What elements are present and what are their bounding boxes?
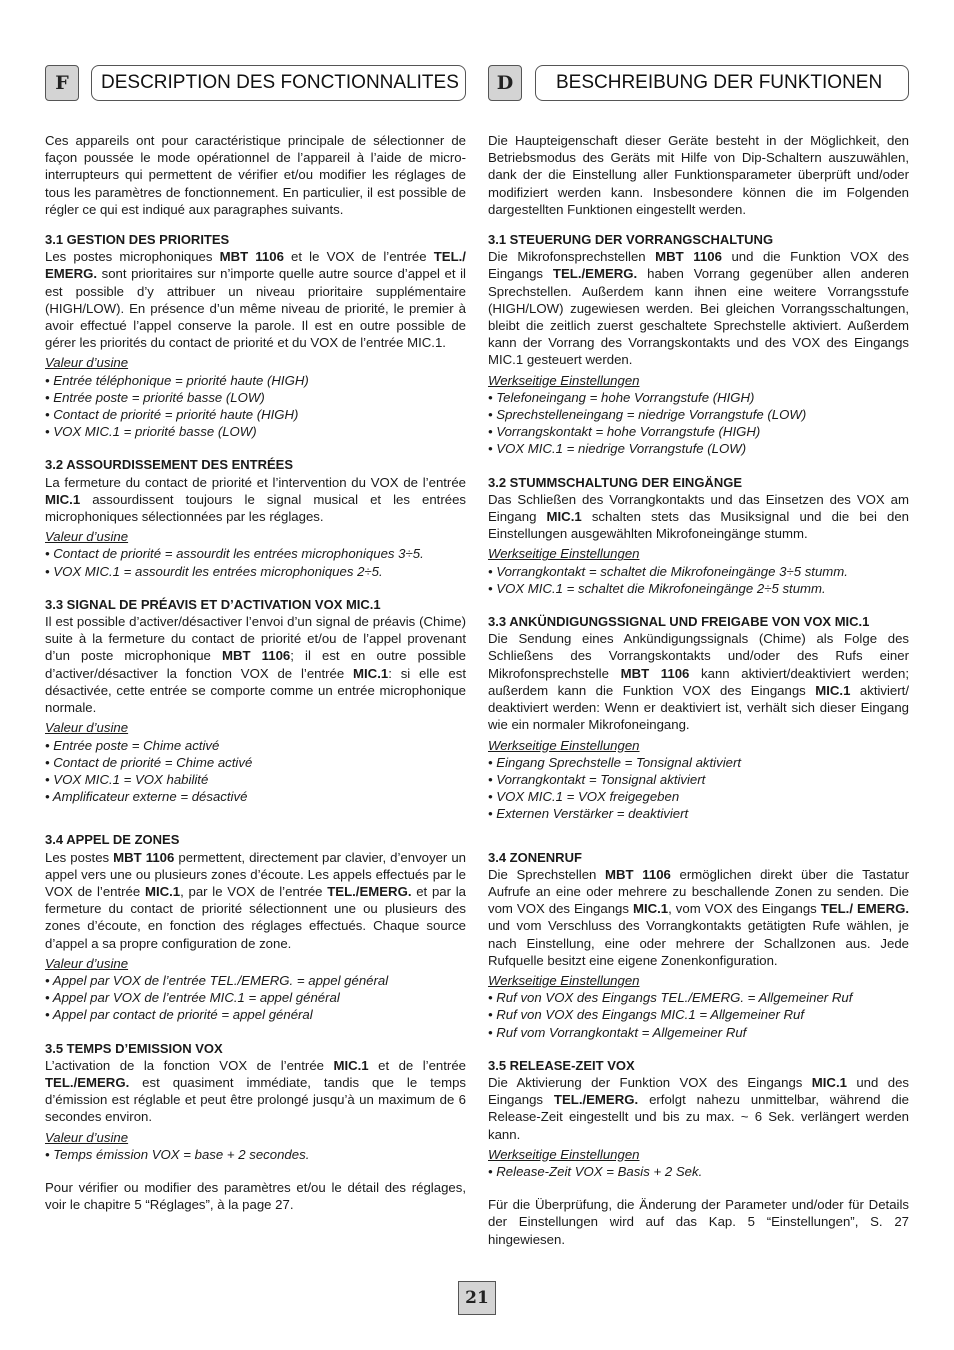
- settings-list: [488, 389, 909, 458]
- factory-settings-label: Valeur d’usine: [45, 529, 129, 545]
- list-item: • Contact de priorité = Chime activé: [45, 754, 253, 770]
- section-title: 3.4 ZONENRUF: [488, 849, 582, 865]
- settings-list: [488, 989, 909, 1041]
- section-3-4: [488, 849, 909, 1041]
- section-body: Les postes MBT 1106 permettent, directement par clavier, d’envoyer un appel vers une ou plusieurs zones d’écoute. Les appels effectués par le VOX de l’entrée MIC.1, par le VOX de l’entrée TEL./EMERG. et par la fermeture du contact de priorité sélectionnent une ou plusieurs des zones d’écoute, en fonction des réglages effectués. Chaque source d’appel a sa propre configuration de zone.: [45, 849, 467, 951]
- settings-list: [488, 754, 909, 823]
- intro-paragraph: Die Haupteigenschaft dieser Geräte besteht in der Möglichkeit, den Betriebsmodus des Geräts mit Hilfe von Dip-Schaltern auszuwählen, dank der die Einstellung aller Funktionsparameter überprüft und/oder modifiziert werden kann. Insbesondere können die im Folgenden dargestellten Funktionen eingestellt werden.: [488, 133, 909, 217]
- list-item: • Appel par VOX de l’entrée TEL./EMERG. = appel général: [45, 972, 389, 988]
- list-item: • Vorrangkontakt = schaltet die Mikrofoneingänge 3÷5 stumm.: [488, 563, 848, 579]
- section-3-2: [488, 474, 909, 597]
- settings-list: [45, 545, 466, 579]
- list-item: • VOX MIC.1 = VOX habilité: [45, 771, 209, 787]
- section-body: Die Sprechstellen MBT 1106 ermöglichen direkt über die Tastatur Aufrufe an eine oder mehrere zu beschallende Zonen zu senden. Die vom VOX des Eingangs MIC.1, vom VOX des Eingangs TEL./ EMERG. und vom Verschluss des Vorrangkontakts getätigten Rufe wählen, je nach Einstellung, eine oder mehrere der Schallzonen aus. Jede Rufquelle besitzt eine eigene Zonenkonfiguration.: [488, 866, 910, 968]
- section-3-3: [45, 596, 466, 805]
- section-title: 3.5 RELEASE-ZEIT VOX: [488, 1057, 635, 1073]
- section-body: Il est possible d’activer/désactiver l’envoi d’un signal de préavis (Chime) suite à la fermeture du contact de priorité et/ou de l’appel provenant d’un poste microphonique MBT 1106; il est en outre possible d’activer/désactiver la fonction VOX de l’entrée MIC.1: si elle est désactivée, cette entrée se comporte comme un entrée microphonique normale.: [45, 614, 466, 716]
- factory-settings-label: Valeur d’usine: [45, 355, 129, 371]
- section-body: L’activation de la fonction VOX de l’entrée MIC.1 et de l’entrée TEL./EMERG. est quasiment immédiate, tandis que le temps d’émission est réglable et peut être prolongé jusqu’à un maximum de 6 secondes environ.: [45, 1057, 466, 1125]
- list-item: • VOX MIC.1 = priorité basse (LOW): [45, 424, 257, 440]
- section-body: Die Aktivierung der Funktion VOX des Eingangs MIC.1 und des Eingangs TEL./EMERG. erfolgt nahezu unmittelbar, während die Release-Zeit eingestellt und bis zu max. ~ 6 Sek. verlängert werden kann.: [488, 1074, 910, 1142]
- list-item: • Entrée poste = priorité basse (LOW): [45, 389, 265, 405]
- language-badge-f: F: [45, 65, 79, 101]
- list-item: • Telefoneingang = hohe Vorrangstufe (HIGH): [488, 389, 755, 405]
- settings-list: [45, 972, 466, 1024]
- list-item: • Release-Zeit VOX = Basis + 2 Sek.: [488, 1163, 703, 1179]
- list-item: • Contact de priorité = assourdit les entrées microphoniques 3÷5.: [45, 546, 424, 562]
- page-number: 21: [458, 1281, 496, 1315]
- factory-settings-label: Werkseitige Einstellungen: [488, 546, 640, 562]
- factory-settings-label: Valeur d’usine: [45, 1129, 129, 1145]
- section-body: Das Schließen des Vorrangkontakts und das Einsetzen des VOX am Eingang MIC.1 schalten stets das Musiksignal und die bei den Einstellungen ausgewählten Mikrofoneingänge stumm.: [488, 491, 910, 542]
- section-body: Les postes microphoniques MBT 1106 et le VOX de l’entrée TEL./ EMERG. sont prioritaires sur n’importe quelle autre source d’appel et il est possible d’y attribuer un niveau prioritaire supplémentaire (HIGH/LOW). En présence d’un même niveau de priorité, le premier à avoir effectué l’appel conserve la parole. Il est en outre possible de gérer les priorités du contact de priorité et du VOX de l’entrée MIC.1.: [45, 249, 466, 351]
- list-item: • VOX MIC.1 = VOX freigegeben: [488, 789, 680, 805]
- factory-settings-label: Valeur d’usine: [45, 720, 129, 736]
- closing-paragraph: Für die Überprüfung, die Änderung der Parameter und/oder für Details der Einstellungen wird auf das Kap. 5 “Einstellungen”, S. 27 hingewiesen.: [488, 1197, 909, 1247]
- french-column: [45, 132, 466, 1213]
- section-title: 3.1 STEUERUNG DER VORRANGSCHALTUNG: [488, 232, 774, 248]
- closing-paragraph: Pour vérifier ou modifier des paramètres et/ou le détail des réglages, voir le chapitre 5 “Réglages”, à la page 27.: [45, 1179, 466, 1213]
- intro-paragraph: Ces appareils ont pour caractéristique principale de sélectionner de façon poussée le mode opérationnel de l’appareil à l’aide de micro-interrupteurs qui permettent de vérifier et/ou modifier les réglages de tous les paramètres de fonctionnement. En particulier, il est possible de régler ce qui est indiqué aux paragraphes suivants.: [45, 133, 466, 217]
- header-right: [488, 65, 909, 101]
- language-badge-d: D: [488, 65, 522, 101]
- section-heading-right: BESCHREIBUNG DER FUNKTIONEN: [535, 65, 909, 101]
- german-column: [488, 132, 909, 1248]
- section-3-2: [45, 456, 466, 579]
- list-item: • Eingang Sprechstelle = Tonsignal aktiviert: [488, 754, 742, 770]
- section-title: 3.2 STUMMSCHALTUNG DER EINGÄNGE: [488, 474, 742, 490]
- list-item: • Temps émission VOX = base + 2 secondes.: [45, 1146, 310, 1162]
- list-item: • Amplificateur externe = désactivé: [45, 789, 248, 805]
- section-body: La fermeture du contact de priorité et l’intervention du VOX de l’entrée MIC.1 assourdissent toujours le signal musical et les entrées microphoniques sélectionnées par les réglages.: [45, 474, 466, 525]
- section-title: 3.2 ASSOURDISSEMENT DES ENTRÉES: [45, 457, 294, 473]
- factory-settings-label: Valeur d’usine: [45, 955, 129, 971]
- list-item: • VOX MIC.1 = schaltet die Mikrofoneingänge 2÷5 stumm.: [488, 580, 826, 596]
- list-item: • Vorrangskontakt = hohe Vorrangstufe (HIGH): [488, 424, 761, 440]
- list-item: • VOX MIC.1 = niedrige Vorrangstufe (LOW): [488, 441, 747, 457]
- list-item: • Sprechstelleneingang = niedrige Vorrangstufe (LOW): [488, 407, 807, 423]
- factory-settings-label: Werkseitige Einstellungen: [488, 1146, 640, 1162]
- section-heading-left: DESCRIPTION DES FONCTIONNALITES: [91, 65, 466, 101]
- section-3-5: [488, 1057, 909, 1180]
- section-title: 3.3 SIGNAL DE PRÉAVIS ET D’ACTIVATION VOX MIC.1: [45, 596, 381, 612]
- factory-settings-label: Werkseitige Einstellungen: [488, 372, 640, 388]
- factory-settings-label: Werkseitige Einstellungen: [488, 972, 640, 988]
- list-item: • Contact de priorité = priorité haute (HIGH): [45, 407, 299, 423]
- settings-list: [45, 737, 466, 806]
- list-item: • VOX MIC.1 = assourdit les entrées microphoniques 2÷5.: [45, 563, 383, 579]
- section-3-5: [45, 1040, 466, 1163]
- section-title: 3.4 APPEL DE ZONES: [45, 832, 180, 848]
- section-3-4: [45, 831, 466, 1023]
- section-body: Die Mikrofonsprechstellen MBT 1106 und die Funktion VOX des Eingangs TEL./EMERG. haben Vorrang gegenüber allen anderen Sprechstellen. Außerdem kann ihnen eine weitere Vorrangsstufe (HIGH/LOW) zugewiesen werden. Bei gleichen Vorrangsschaltungen, bleibt die zeitlich zuerst geschaltete Sprechstelle aktiviert. Außerdem kann der Vorrang des Vorrangskontakts und des VOX des Eingangs MIC.1 gesteuert werden.: [488, 249, 909, 368]
- section-title: 3.3 ANKÜNDIGUNGSSIGNAL UND FREIGABE VON VOX MIC.1: [488, 614, 870, 630]
- header-left: [45, 65, 466, 101]
- list-item: • Ruf von VOX des Eingangs MIC.1 = Allgemeiner Ruf: [488, 1007, 805, 1023]
- list-item: • Ruf von VOX des Eingangs TEL./EMERG. = Allgemeiner Ruf: [488, 990, 853, 1006]
- section-body: Die Sendung eines Ankündigungssignals (Chime) als Folge des Schließens des Vorrangskontakts und/oder des Rufs einer Mikrofonsprechstelle MBT 1106 kann aktiviert/deaktiviert werden; außerdem kann die Funktion VOX des Eingangs MIC.1 aktiviert/ deaktiviert werden: Wenn er deaktiviert ist, verhält sich dieser Eingang wie ein normaler Mikrofoneingang.: [488, 631, 909, 733]
- section-3-3: [488, 613, 909, 822]
- factory-settings-label: Werkseitige Einstellungen: [488, 737, 640, 753]
- settings-list: [488, 1163, 909, 1180]
- list-item: • Externen Verstärker = deaktiviert: [488, 806, 689, 822]
- list-item: • Entrée téléphonique = priorité haute (HIGH): [45, 372, 309, 388]
- list-item: • Ruf vom Vorrangkontakt = Allgemeiner Ruf: [488, 1024, 747, 1040]
- list-item: • Entrée poste = Chime activé: [45, 737, 220, 753]
- settings-list: [45, 1146, 466, 1163]
- settings-list: [488, 563, 909, 597]
- section-3-1: [45, 231, 466, 440]
- list-item: • Vorrangkontakt = Tonsignal aktiviert: [488, 771, 706, 787]
- section-title: 3.5 TEMPS D’EMISSION VOX: [45, 1040, 223, 1056]
- section-title: 3.1 GESTION DES PRIORITES: [45, 232, 230, 248]
- section-3-1: [488, 231, 909, 458]
- list-item: • Appel par VOX de l’entrée MIC.1 = appel général: [45, 990, 340, 1006]
- settings-list: [45, 372, 466, 441]
- list-item: • Appel par contact de priorité = appel général: [45, 1007, 313, 1023]
